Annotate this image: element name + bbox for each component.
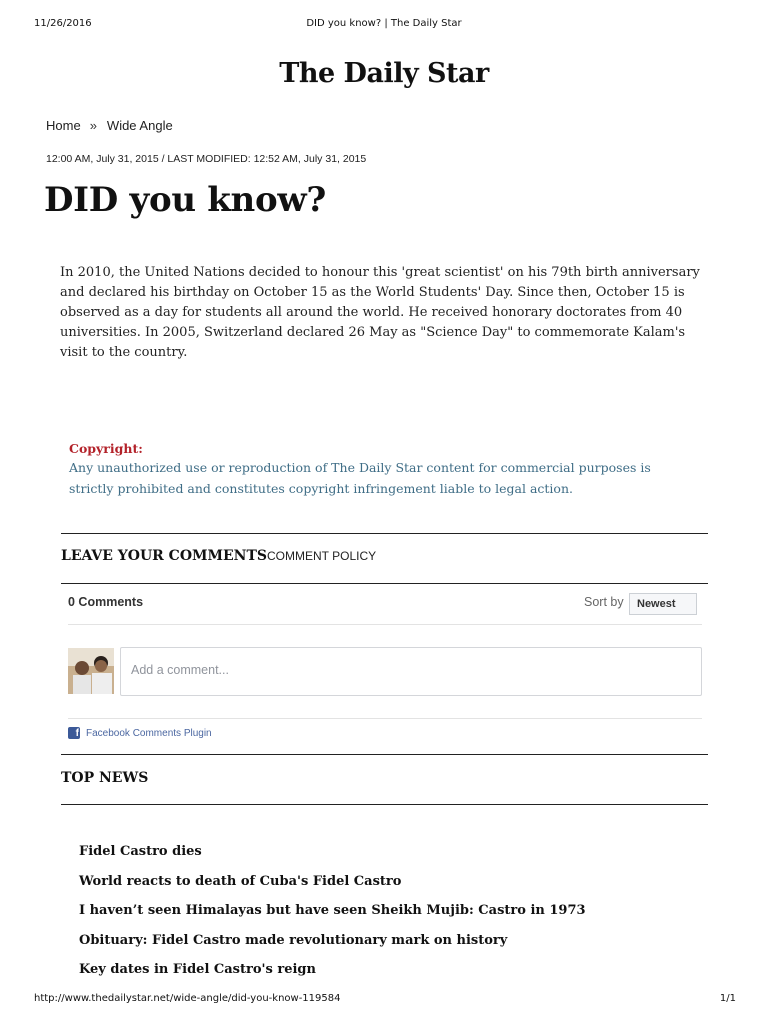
- divider: [61, 583, 708, 584]
- top-news-item[interactable]: Obituary: Fidel Castro made revolutionary mark on history: [79, 932, 508, 948]
- comment-count: 0 Comments: [68, 595, 144, 609]
- comments-header: [61, 548, 376, 564]
- comment-policy-link[interactable]: COMMENT POLICY: [267, 549, 377, 563]
- breadcrumb-separator-icon: »: [89, 118, 97, 133]
- facebook-plugin-label[interactable]: Facebook Comments Plugin: [86, 727, 212, 739]
- divider: [61, 533, 708, 534]
- facebook-icon: f: [68, 727, 80, 739]
- article-body: In 2010, the United Nations decided to honour this 'great scientist' on his 79th birth anniversary and declared his birthday on October 15 as the World Students' Day. Since then, October 15 is observed as a day for students all around the world. He received honorary doctorates from 40 universities. In 2005, Switzerland declared 26 May as "Science Day" to commemorate Kalam's visit to the country.: [60, 265, 700, 360]
- top-news-item[interactable]: Key dates in Fidel Castro's reign: [79, 962, 316, 977]
- divider: [61, 804, 708, 805]
- copyright-label: Copyright:: [69, 441, 143, 456]
- site-logo[interactable]: The Daily Star: [279, 58, 489, 89]
- article-title: DID you know?: [44, 180, 326, 220]
- sort-select[interactable]: Newest: [629, 593, 697, 615]
- print-footer: [0, 993, 768, 1007]
- top-news-item[interactable]: Fidel Castro dies: [79, 844, 202, 859]
- breadcrumb-home-link[interactable]: Home: [46, 118, 81, 133]
- breadcrumb: [46, 118, 173, 133]
- print-page-title: DID you know? | The Daily Star: [306, 18, 462, 29]
- divider: [61, 754, 708, 755]
- print-date: 11/26/2016: [34, 18, 92, 29]
- sort-label: Sort by: [584, 595, 624, 609]
- comment-input[interactable]: Add a comment...: [120, 647, 702, 696]
- print-url: http://www.thedailystar.net/wide-angle/did-you-know-119584: [34, 993, 341, 1004]
- top-news-list: [79, 843, 586, 991]
- copyright-text: Any unauthorized use or reproduction of The Daily Star content for commercial purposes is strictly prohibited and constitutes copyright infringement liable to legal action.: [69, 460, 651, 496]
- comments-heading: LEAVE YOUR COMMENTS: [61, 548, 268, 564]
- divider: [68, 718, 702, 719]
- top-news-heading: TOP NEWS: [61, 770, 149, 786]
- copyright-notice: [69, 441, 669, 499]
- article-timestamp: 12:00 AM, July 31, 2015 / LAST MODIFIED: 12:52 AM, July 31, 2015: [46, 153, 367, 165]
- print-page-count: 1/1: [719, 993, 736, 1004]
- top-news-item[interactable]: World reacts to death of Cuba's Fidel Castro: [79, 873, 402, 889]
- breadcrumb-section-link[interactable]: Wide Angle: [106, 118, 173, 133]
- divider: [68, 624, 702, 625]
- facebook-comments-plugin-link[interactable]: [68, 727, 212, 739]
- top-news-item[interactable]: I haven’t seen Himalayas but have seen Sheikh Mujib: Castro in 1973: [79, 903, 586, 918]
- print-header: [0, 18, 768, 32]
- avatar: [68, 648, 114, 694]
